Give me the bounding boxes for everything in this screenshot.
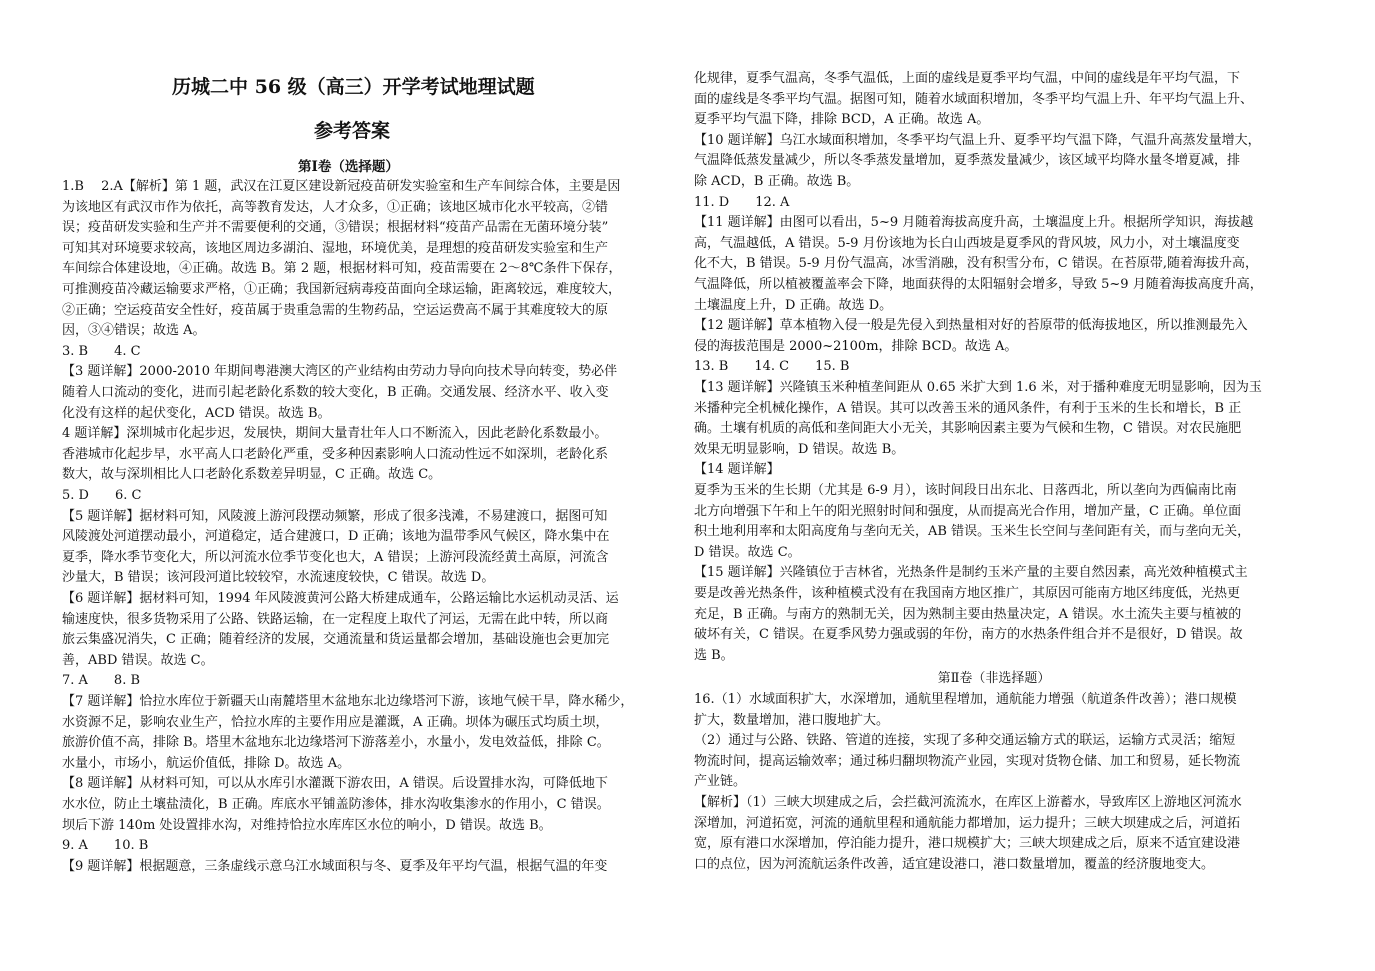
text-line: （2）通过与公路、铁路、管道的连接，实现了多种交通运输方式的联运，运输方式灵活；缩短 [694, 733, 1236, 749]
text-line: 夏季平均气温下降，排除 BCD，A 正确。故选 A。 [694, 112, 990, 128]
answer-paragraph [694, 378, 1294, 460]
answer-paragraph [694, 731, 1294, 793]
answer-paragraph [694, 69, 1294, 131]
text-line: D 错误。故选 C。 [694, 544, 801, 560]
text-line: 化没有这样的起伏变化，ACD 错误。故选 B。 [62, 405, 331, 421]
text-line: 水资源不足，影响农业生产，恰拉水库的主要作用应是灌溉，A 正确。坝体为碾压式均质土坝， [62, 714, 609, 730]
answer-paragraph [694, 357, 1294, 378]
text-line: 误；疫苗研发实验和生产并不需要便利的交通，③错误；根据材料“疫苗产品需在无菌环境分装” [62, 220, 609, 236]
text-line: 北方向增强下午和上午的阳光照射时间和强度，从而提高光合作用，增加产量，C 正确。单位面 [694, 503, 1242, 519]
text-line: 【15 题详解】兴隆镇位于吉林省，光热条件是制约玉米产量的主要自然因素，高光效种植模式主 [694, 565, 1248, 581]
text-line: 【7 题详解】恰拉水库位于新疆天山南麓塔里木盆地东北边缘塔河下游，该地气候干旱，降水稀少， [62, 694, 634, 709]
text-line: 可推测疫苗冷藏运输要求严格，①正确；我国新冠病毒疫苗面向全球运输，距离较远，难度较大， [62, 281, 622, 297]
text-line: 可知其对环境要求较高，该地区周边多湖泊、湿地，环境优美，是理想的疫苗研发实验室和生产 [62, 240, 609, 256]
text-line: 风陵渡处河道摆动最小，河道稳定，适合建渡口，D 正确；该地为温带季风气候区，降水集中在 [62, 529, 610, 545]
answer-paragraph [62, 836, 660, 857]
text-line: 【10 题详解】乌江水域面积增加，冬季平均气温上升、夏季平均气温下降，气温升高蒸发量增大， [694, 132, 1261, 148]
text-line: 除 ACD，B 正确。故选 B。 [694, 173, 860, 189]
answer-paragraph [694, 563, 1294, 666]
text-line: 16.（1）水域面积扩大，水深增加，通航里程增加，通航能力增强（航道条件改善）；港口规模 [694, 692, 1237, 707]
answer-paragraph [62, 362, 660, 424]
answer-paragraph [694, 690, 1294, 731]
text-line: 【11 题详解】由图可以看出，5~9 月随着海拔高度升高，土壤温度上升。根据所学知识，海拔越 [694, 215, 1254, 231]
text-line: 【5 题详解】据材料可知，风陵渡上游河段摆动频繁，形成了很多浅滩，不易建渡口，据图可知 [62, 508, 608, 524]
text-line: 善，ABD 错误。故选 C。 [62, 652, 214, 668]
text-line: 【9 题详解】根据题意，三条虚线示意乌江水域面积与冬、夏季及年平均气温，根据气温的年变 [62, 858, 608, 874]
text-line: 【13 题详解】兴隆镇玉米种植垄间距从 0.65 米扩大到 1.6 米，对于播种难度无明显影响，因为玉 [694, 380, 1262, 395]
answer-paragraph [62, 342, 660, 363]
answer-paragraph [694, 316, 1294, 357]
text-line: 因，③④错误；故选 A。 [62, 323, 206, 339]
text-line: 【8 题详解】从材料可知，可以从水库引水灌溉下游农田，A 错误。后设置排水沟，可降低地下 [62, 776, 608, 792]
text-line: 确。土壤有机质的高低和垄间距大小无关，其影响因素主要为气候和生物，C 错误。对农民施肥 [694, 421, 1242, 437]
answer-paragraph [62, 774, 660, 836]
text-line: 9. A 10. B [62, 838, 149, 854]
text-line: 【6 题详解】据材料可知，1994 年风陵渡黄河公路大桥建成通车，公路运输比水运机动灵活、运 [62, 591, 619, 606]
text-line: 米播种完全机械化操作，A 错误。其可以改善玉米的通风条件，有利于玉米的生长和增长，B 正 [694, 400, 1242, 416]
text-line: 4 题详解】深圳城市化起步迟，发展快，期间大量青壮年人口不断流入，因此老龄化系数最小。 [62, 426, 608, 442]
text-line: 输速度快，很多货物采用了公路、铁路运输，在一定程度上取代了河运，无需在此中转，所以商 [62, 611, 609, 627]
text-line: 物流时间，提高运输效率；通过秭归翻坝物流产业园，实现对货物仓储、加工和贸易，延长物流 [694, 753, 1241, 769]
answer-paragraph [694, 193, 1294, 214]
text-line: 水量小，市场小，航运价值低，排除 D。故选 A。 [62, 755, 351, 771]
text-line: 气温降低蒸发量减少，所以冬季蒸发量增加，夏季蒸发量减少，该区域平均降水量冬增夏减，排 [694, 153, 1241, 169]
text-line: 【3 题详解】2000-2010 年期间粤港澳大湾区的产业结构由劳动力导向向技术导向转变，势必伴 [62, 364, 618, 380]
text-line: 为该地区有武汉市作为依托，高等教育发达，人才众多，①正确；该地区城市化水平较高，②错 [62, 199, 609, 215]
text-line: 夏季，降水季节变化大，所以河流水位季节变化也大，A 错误；上游河段流经黄土高原，河流含 [62, 549, 609, 565]
text-line: 11. D 12. A [694, 194, 790, 210]
answer-paragraph [62, 177, 660, 342]
text-line: 宽，原有港口水深增加，停泊能力提升，港口规模扩大；三峡大坝建成之后，原来不适宜建设港 [694, 836, 1241, 852]
text-line: 车间综合体建设地，④正确。故选 B。第 2 题，根据材料可知，疫苗需要在 2～8℃条件下保存， [62, 261, 622, 277]
answer-paragraph [62, 589, 660, 671]
text-line: 旅云集盛况消失，C 正确；随着经济的发展，交通流量和货运量都会增加，基础设施也会更加完 [62, 632, 610, 648]
text-line: 高，气温越低，A 错误。5-9 月份该地为长白山西坡是夏季风的背风坡，风力小，对土壤温度变 [694, 235, 1240, 251]
text-line: 13. B 14. C 15. B [694, 359, 850, 375]
text-line: 随着人口流动的变化，进而引起老龄化系数的较大变化，B 正确。交通发展、经济水平、收入变 [62, 384, 609, 400]
text-line: 积土地利用率和太阳高度角与垄向无关，AB 错误。玉米生长空间与垄间距有关，而与垄向无关， [694, 524, 1251, 540]
text-line: 沙量大，B 错误；该河段河道比较较窄，水流速度较快，C 错误。故选 D。 [62, 570, 495, 586]
answer-paragraph [694, 213, 1294, 316]
text-line: 7. A 8. B [62, 673, 141, 689]
text-line: 1.B 2.A【解析】第 1 题，武汉在江夏区建设新冠疫苗研发实验室和生产车间综合体，主要是因 [62, 179, 621, 194]
text-line: 气温降低，所以植被覆盖率会下降，地面获得的太阳辐射会增多，导致 5~9 月随着海拔高度升高， [694, 276, 1263, 292]
answer-paragraph [62, 671, 660, 692]
text-line: 香港城市化起步早，水平高人口老龄化严重，受多种因素影响人口流动性远不如深圳，老龄化系 [62, 446, 609, 462]
answer-paragraph [62, 857, 660, 878]
text-line: 土壤温度上升，D 正确。故选 D。 [694, 297, 893, 313]
text-line: ②正确；空运疫苗安全性好，疫苗属于贵重急需的生物药品，空运运费高不属于其难度较大的原 [62, 302, 609, 318]
text-line: 面的虚线是冬季平均气温。据图可知，随着水域面积增加，冬季平均气温上升、年平均气温上升、 [694, 91, 1254, 107]
text-line: 侵的海拔范围是 2000~2100m，排除 BCD。故选 A。 [694, 338, 1018, 354]
answer-paragraph [62, 692, 660, 774]
text-line: 旅游价值不高，排除 B。塔里木盆地东北边缘塔河下游落差小，水量小，发电效益低，排除 C。 [62, 735, 610, 751]
answer-paragraph [694, 460, 1294, 563]
exam-title: 历城二中 56 级（高三）开学考试地理试题 [172, 76, 535, 98]
text-line: 产业链。 [694, 774, 747, 790]
text-line: 水水位，防止土壤盐渍化，B 正确。库底水平铺盖防渗体，排水沟收集渗水的作用小，C 错误。 [62, 796, 610, 812]
text-line: 3. B 4. C [62, 343, 141, 359]
text-line: 要是改善光热条件，该种植模式没有在我国南方地区推广，其原因可能南方地区纬度低，光热更 [694, 585, 1241, 601]
answer-paragraph [694, 793, 1294, 875]
text-line: 口的点位，因为河流航运条件改善，适宜建设港口，港口数量增加，覆盖的经济腹地变大。 [694, 856, 1215, 872]
text-line: 【解析】（1）三峡大坝建成之后，会拦截河流流水，在库区上游蓄水，导致库区上游地区河流水 [694, 795, 1242, 810]
text-line: 数大，故与深圳相比人口老龄化系数差异明显，C 正确。故选 C。 [62, 467, 442, 483]
text-line: 夏季为玉米的生长期（尤其是 6-9 月），该时间段日出东北、日落西北，所以垄向为西偏南比南 [694, 482, 1237, 498]
answer-paragraph [62, 424, 660, 486]
text-line: 坝后下游 140m 处设置排水沟，对维持恰拉水库库区水位的响小，D 错误。故选 B。 [62, 817, 552, 833]
text-line: 5. D 6. C [62, 488, 142, 503]
text-line: 深增加，河道拓宽，河流的通航里程和通航能力都增加，运力提升；三峡大坝建成之后，河道拓 [694, 815, 1241, 831]
answer-paragraph [62, 507, 660, 589]
text-line: 选 B。 [694, 647, 734, 663]
text-line: 【14 题详解】 [694, 462, 780, 478]
text-line: 充足，B 正确。与南方的熟制无关，因为熟制主要由热量决定，A 错误。水土流失主要与植被的 [694, 606, 1242, 622]
answer-subtitle: 参考答案 [314, 120, 391, 142]
text-line: 效果无明显影响，D 错误。故选 B。 [694, 441, 905, 457]
answer-paragraph [62, 486, 660, 507]
section-one-heading: 第Ⅰ卷（选择题） [298, 159, 399, 175]
section-two-heading: 第Ⅱ卷（非选择题） [937, 671, 1051, 687]
text-line: 化不大，B 错误。5-9 月份气温高，冰雪消融，没有积雪分布，C 错误。在苔原带,随着海拔升高， [694, 256, 1258, 272]
answer-paragraph [694, 131, 1294, 193]
text-line: 化规律，夏季气温高，冬季气温低，上面的虚线是夏季平均气温，中间的虚线是年平均气温，下 [694, 71, 1241, 86]
text-line: 【12 题详解】草本植物入侵一般是先侵入到热量相对好的苔原带的低海拔地区，所以推测最先入 [694, 318, 1248, 334]
text-line: 破坏有关，C 错误。在夏季风势力强或弱的年份，南方的水热条件组合并不是很好，D 错误。故 [694, 627, 1243, 643]
text-line: 扩大，数量增加，港口腹地扩大。 [694, 712, 890, 728]
